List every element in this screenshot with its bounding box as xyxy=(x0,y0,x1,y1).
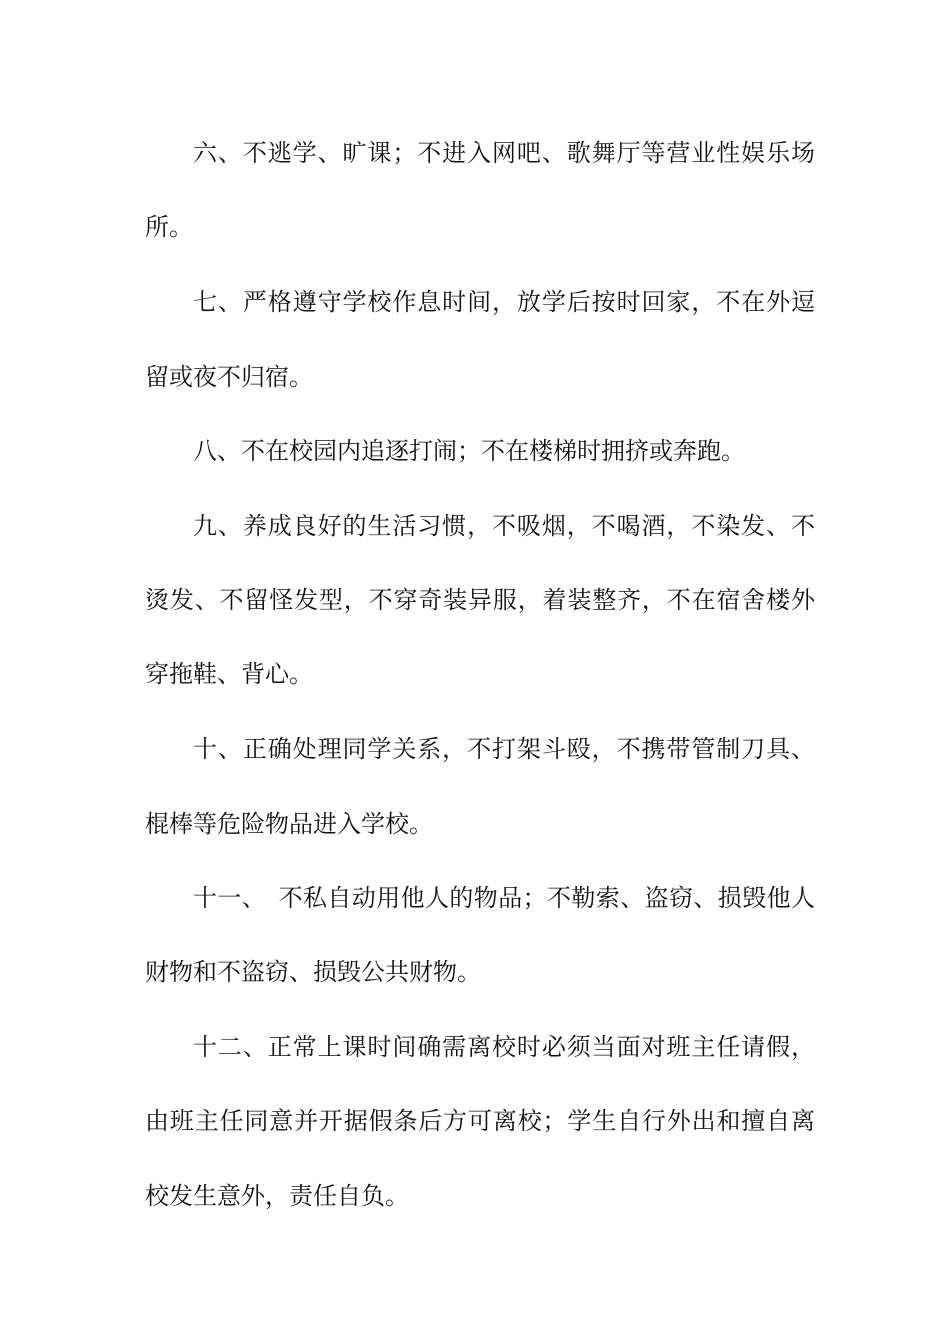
rule-11-line-2: 财物和不盗窃、损毁公共财物。 xyxy=(145,958,481,986)
rule-7-line-1: 七、严格遵守学校作息时间，放学后按时回家，不在外逗 xyxy=(193,288,815,316)
rule-6-line-1: 六、不逃学、旷课；不进入网吧、歌舞厅等营业性娱乐场 xyxy=(193,139,815,167)
rule-9-line-2: 烫发、不留怪发型，不穿奇装异服，着装整齐，不在宿舍楼外 xyxy=(145,586,815,614)
rule-6-line-2: 所。 xyxy=(145,213,193,241)
rule-12-line-2: 由班主任同意并开据假条后方可离校；学生自行外出和擅自离 xyxy=(145,1107,815,1135)
rule-10-line-2: 棍棒等危险物品进入学校。 xyxy=(145,810,433,838)
rule-8-line-1: 八、不在校园内追逐打闹；不在楼梯时拥挤或奔跑。 xyxy=(193,437,745,465)
rule-10-line-1: 十、正确处理同学关系，不打架斗殴，不携带管制刀具、 xyxy=(193,735,815,763)
rule-11-line-1: 十一、 不私自动用他人的物品；不勒索、盗窃、损毁他人 xyxy=(193,884,815,912)
rule-12-line-3: 校发生意外，责任自负。 xyxy=(145,1182,409,1210)
rule-12-line-1: 十二、正常上课时间确需离校时必须当面对班主任请假， xyxy=(193,1033,815,1061)
rule-9-line-3: 穿拖鞋、背心。 xyxy=(145,660,313,688)
rule-7-line-2: 留或夜不归宿。 xyxy=(145,363,313,391)
rule-9-line-1: 九、养成良好的生活习惯，不吸烟，不喝酒，不染发、不 xyxy=(193,512,815,540)
